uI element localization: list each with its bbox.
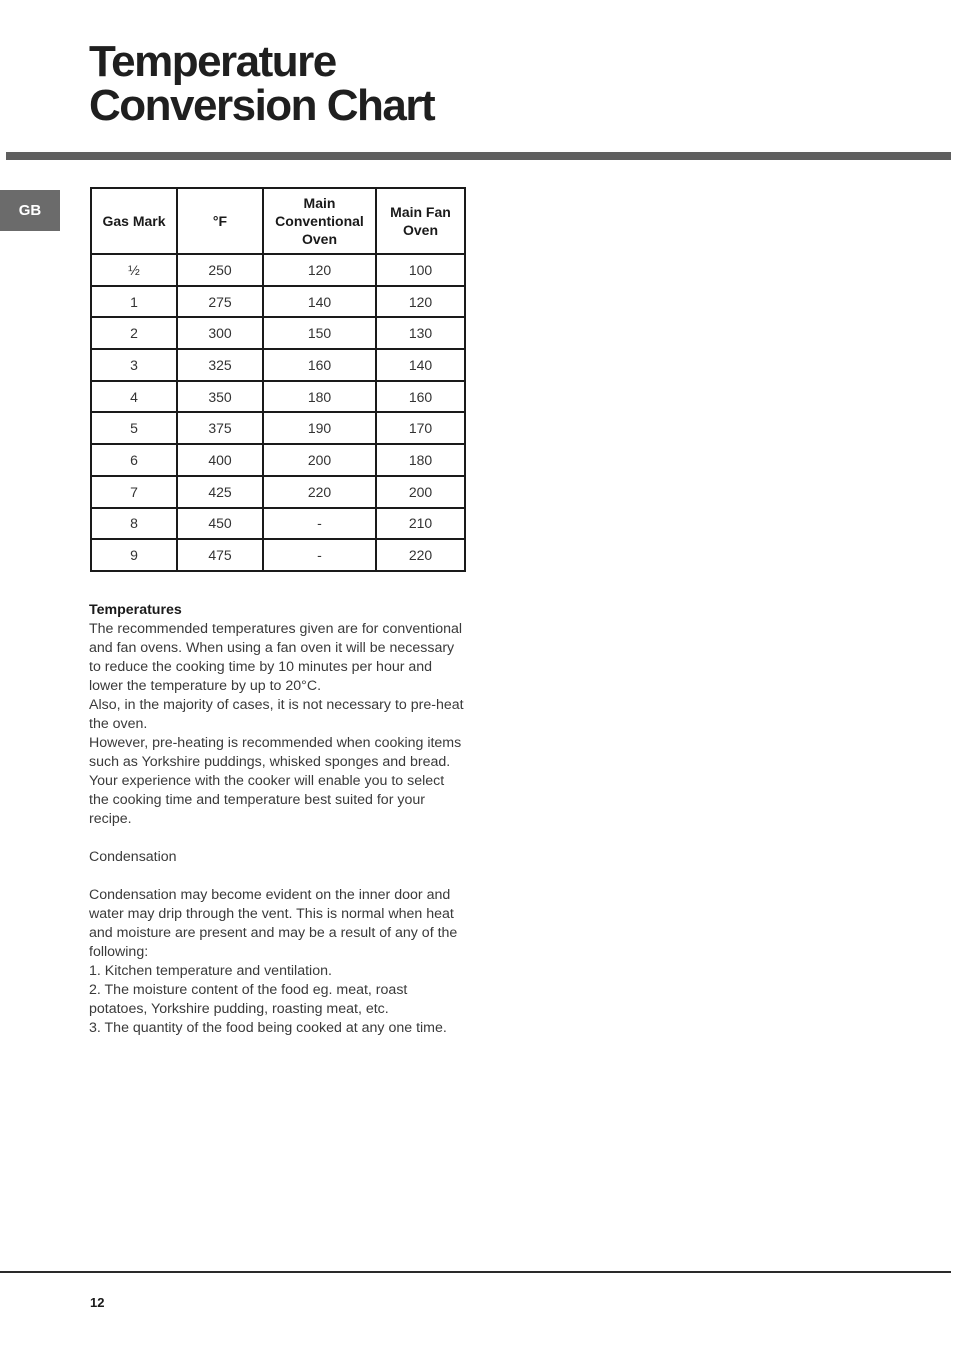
page-title-line-2: Conversion Chart: [89, 81, 435, 130]
body-text: [89, 601, 465, 1038]
header-gas-mark: Gas Mark: [91, 188, 177, 254]
cell-fahrenheit: 275: [177, 286, 263, 318]
table-row: [91, 539, 465, 571]
cell-gas-mark: 6: [91, 444, 177, 476]
cell-gas-mark: ½: [91, 254, 177, 286]
cell-fahrenheit: 375: [177, 412, 263, 444]
cell-gas-mark: 2: [91, 317, 177, 349]
spacer: [89, 867, 465, 886]
cell-fahrenheit: 250: [177, 254, 263, 286]
table-row: [91, 286, 465, 318]
temperature-conversion-table: [90, 187, 466, 572]
cell-gas-mark: 3: [91, 349, 177, 381]
page-title: [89, 37, 435, 130]
cell-fahrenheit: 450: [177, 508, 263, 540]
table-row: [91, 412, 465, 444]
table-row: [91, 444, 465, 476]
cell-fahrenheit: 325: [177, 349, 263, 381]
header-divider: [6, 152, 951, 160]
cell-conventional: 200: [263, 444, 376, 476]
table-row: [91, 508, 465, 540]
footer-divider: [0, 1271, 951, 1273]
table-row: [91, 476, 465, 508]
condensation-list-item: 1. Kitchen temperature and ventilation.: [89, 963, 332, 979]
page-title-line-1: Temperature: [89, 37, 336, 86]
temperatures-paragraph-3: However, pre-heating is recommended when cooking items such as Yorkshire puddings, whisked sponges and bread. Your experience with the cooker will enable you to select the cooking time and temperature best suited for your recipe.: [89, 735, 462, 827]
table-row: [91, 254, 465, 286]
cell-fan: 200: [376, 476, 465, 508]
cell-gas-mark: 9: [91, 539, 177, 571]
table-row: [91, 349, 465, 381]
cell-fahrenheit: 350: [177, 381, 263, 413]
cell-conventional: 140: [263, 286, 376, 318]
cell-fan: 140: [376, 349, 465, 381]
cell-gas-mark: 5: [91, 412, 177, 444]
cell-gas-mark: 1: [91, 286, 177, 318]
cell-fan: 130: [376, 317, 465, 349]
spacer: [89, 829, 465, 848]
cell-conventional: -: [263, 508, 376, 540]
cell-conventional: 180: [263, 381, 376, 413]
cell-gas-mark: 4: [91, 381, 177, 413]
temperatures-heading: Temperatures: [89, 602, 182, 618]
header-main-fan-oven: Main Fan Oven: [376, 188, 465, 254]
cell-fan: 180: [376, 444, 465, 476]
table-row: [91, 381, 465, 413]
cell-fan: 160: [376, 381, 465, 413]
condensation-list-item: 2. The moisture content of the food eg. meat, roast potatoes, Yorkshire pudding, roasting meat, etc.: [89, 982, 408, 1017]
cell-fahrenheit: 425: [177, 476, 263, 508]
cell-fan: 120: [376, 286, 465, 318]
condensation-heading: Condensation: [89, 849, 177, 865]
table-header-row: [91, 188, 465, 254]
header-fahrenheit: °F: [177, 188, 263, 254]
cell-conventional: 190: [263, 412, 376, 444]
cell-gas-mark: 8: [91, 508, 177, 540]
cell-conventional: 160: [263, 349, 376, 381]
cell-fahrenheit: 400: [177, 444, 263, 476]
cell-fan: 210: [376, 508, 465, 540]
cell-conventional: -: [263, 539, 376, 571]
page-number: 12: [90, 1295, 105, 1310]
language-tab: GB: [0, 190, 60, 231]
condensation-paragraph: Condensation may become evident on the inner door and water may drip through the vent. This is normal when heat and moisture are present and may be a result of any of the following:: [89, 887, 458, 960]
table-row: [91, 317, 465, 349]
cell-gas-mark: 7: [91, 476, 177, 508]
cell-fan: 170: [376, 412, 465, 444]
temperatures-paragraph-2: Also, in the majority of cases, it is not necessary to pre-heat the oven.: [89, 697, 464, 732]
cell-fan: 220: [376, 539, 465, 571]
cell-conventional: 120: [263, 254, 376, 286]
cell-fahrenheit: 300: [177, 317, 263, 349]
cell-fahrenheit: 475: [177, 539, 263, 571]
temperatures-paragraph-1: The recommended temperatures given are for conventional and fan ovens. When using a fan oven it will be necessary to reduce the cooking time by 10 minutes per hour and lower the temperature by up to 20°C.: [89, 621, 463, 694]
header-main-conventional-oven: Main Conventional Oven: [263, 188, 376, 254]
condensation-list-item: 3. The quantity of the food being cooked at any one time.: [89, 1020, 447, 1036]
cell-fan: 100: [376, 254, 465, 286]
cell-conventional: 150: [263, 317, 376, 349]
cell-conventional: 220: [263, 476, 376, 508]
